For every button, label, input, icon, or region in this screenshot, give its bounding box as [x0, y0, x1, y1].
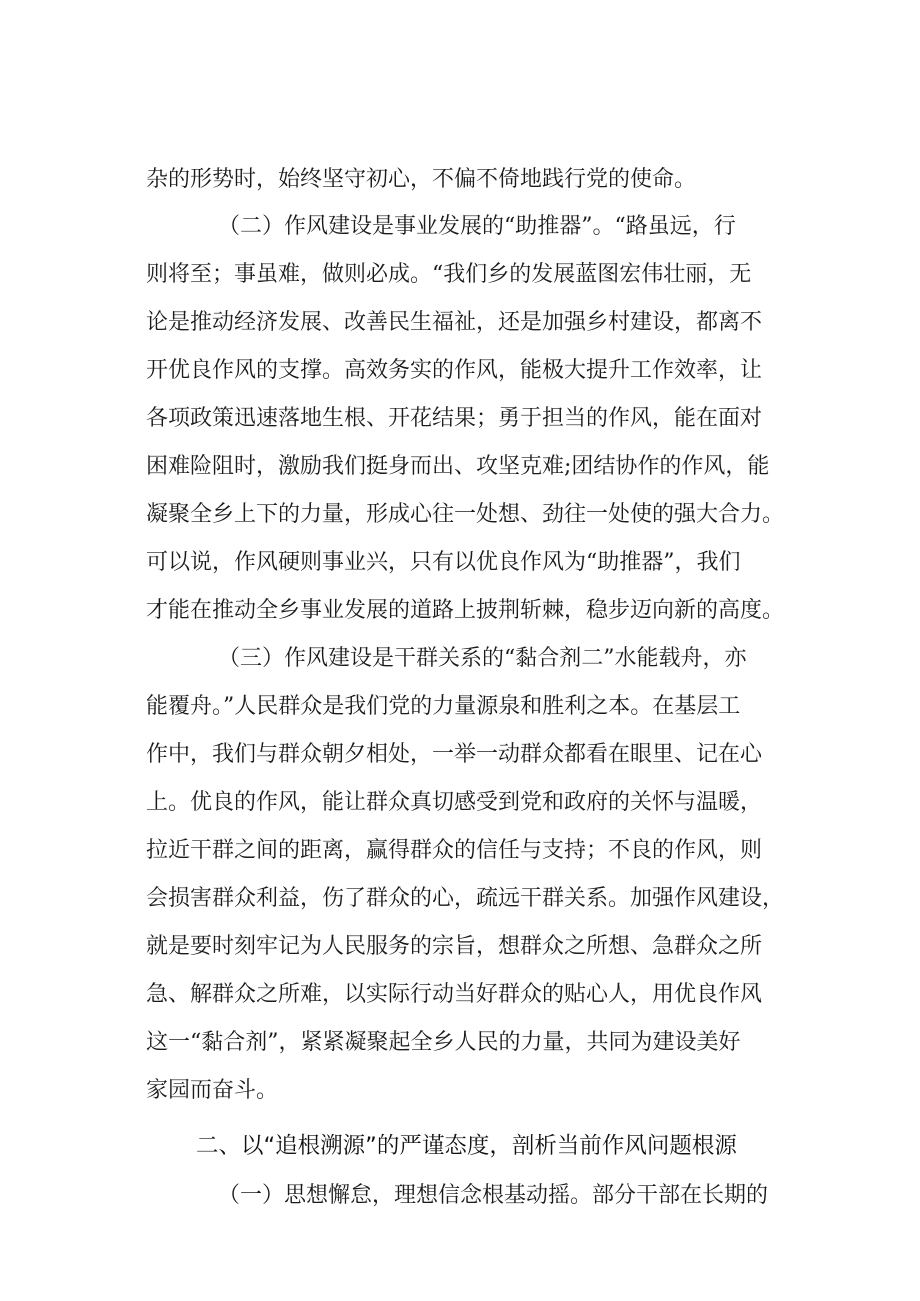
paragraph-line-7: 困难险阻时，激励我们挺身而出、攻坚克难;团结协作的作风，能 [146, 454, 770, 479]
paragraph-line-16: 会损害群众利益，伤了群众的心，疏远干群关系。加强作风建设， [146, 886, 785, 911]
paragraph-line-2: （二）作风建设是事业发展的“助推器”。“路虽远，行 [218, 214, 736, 239]
paragraph-line-14: 上。优良的作风，能让群众真切感受到党和政府的关怀与温暖， [146, 790, 763, 815]
paragraph-line-20: 家园而奋斗。 [146, 1078, 279, 1103]
paragraph-line-10: 才能在推动全乡事业发展的道路上披荆斩棘，稳步迈向新的高度。 [146, 598, 785, 623]
paragraph-line-1: 杂的形势时，始终坚守初心，不偏不倚地践行党的使命。 [146, 167, 697, 192]
paragraph-line-8: 凝聚全乡上下的力量，形成心往一处想、劲往一处使的强大合力。 [146, 502, 785, 527]
paragraph-line-15: 拉近干群之间的距离，赢得群众的信任与支持；不良的作风，则 [146, 838, 763, 863]
paragraph-line-13: 作中，我们与群众朝夕相处，一举一动群众都看在眼里、记在心 [146, 742, 763, 767]
paragraph-line-11: （三）作风建设是干群关系的“黏合剂二”水能载舟，亦 [218, 646, 747, 671]
paragraph-line-17: 就是要时刻牢记为人民服务的宗旨，想群众之所想、急群众之所 [146, 934, 763, 959]
paragraph-line-4: 论是推动经济发展、改善民生福祉，还是加强乡村建设，都离不 [146, 310, 763, 335]
paragraph-line-5: 开优良作风的支撑。高效务实的作风，能极大提升工作效率，让 [146, 358, 763, 383]
paragraph-line-3: 则将至；事虽难，做则必成。“我们乡的发展蓝图宏伟壮丽，无 [146, 262, 752, 287]
paragraph-line-19: 这一“黏合剂”，紧紧凝聚起全乡人民的力量，共同为建设美好 [146, 1030, 741, 1055]
paragraph-line-18: 急、解群众之所难，以实际行动当好群众的贴心人，用优良作风 [146, 982, 763, 1007]
section-heading: 二、以“追根溯源”的严谨态度，剖析当前作风问题根源 [196, 1133, 737, 1159]
paragraph-line-12: 能覆舟。”人民群众是我们党的力量源泉和胜利之本。在基层工 [146, 694, 741, 719]
paragraph-line-22: （一）思想懈怠，理想信念根基动摇。部分干部在长期的 [218, 1183, 769, 1208]
paragraph-line-9: 可以说，作风硬则事业兴，只有以优良作风为“助推器”，我们 [146, 550, 741, 575]
paragraph-line-6: 各项政策迅速落地生根、开花结果；勇于担当的作风，能在面对 [146, 406, 763, 431]
